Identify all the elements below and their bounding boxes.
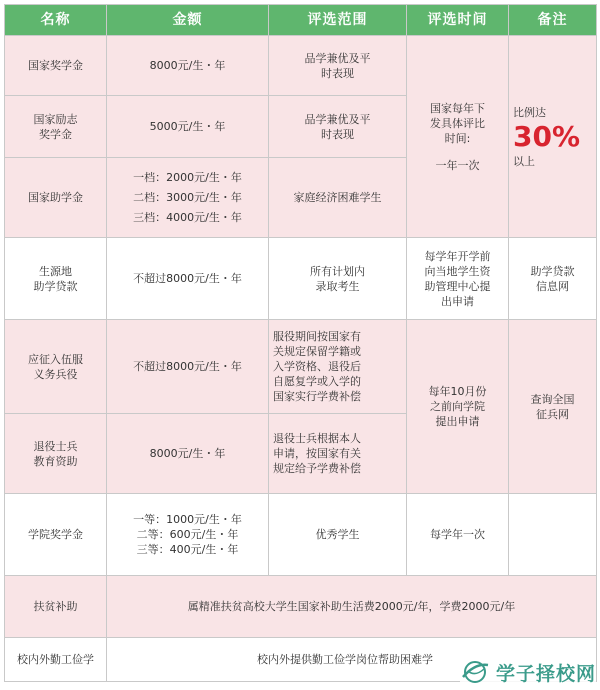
header-amount: 金额 xyxy=(107,5,269,36)
name-line: 生源地 xyxy=(39,264,72,278)
note-line: 助学贷款 xyxy=(530,264,575,278)
cell-merged xyxy=(107,576,597,638)
cell-time-group1 xyxy=(407,36,509,238)
cell-time-group2 xyxy=(407,320,509,494)
header-row xyxy=(5,5,597,36)
note-percent: 30% xyxy=(513,119,581,153)
scope-line: 服役期间按国家有 xyxy=(273,330,361,343)
cell-amount xyxy=(107,494,269,576)
name-line: 应征入伍服 xyxy=(28,352,83,366)
row-merged-text: 校内外提供勤工俭学岗位帮助困难学 xyxy=(257,653,433,666)
time-line: 一年一次 xyxy=(435,158,480,172)
name-line: 奖学金 xyxy=(39,127,72,141)
scope-line: 申请，按国家有关 xyxy=(273,447,361,460)
name-line: 退役士兵 xyxy=(33,439,78,453)
name-line: 教育资助 xyxy=(33,454,78,468)
scope-line: 退役士兵根据本人 xyxy=(273,432,361,445)
note-suffix: 以上 xyxy=(513,154,535,168)
cell-scope xyxy=(269,36,407,96)
cell-name xyxy=(5,494,107,576)
cell-scope xyxy=(269,414,407,494)
cell-amount xyxy=(107,238,269,320)
scope-line: 品学兼优及平 xyxy=(304,112,371,126)
cell-note xyxy=(509,494,597,576)
row-amount: 5000元/生・年 xyxy=(149,120,226,133)
header-name: 名称 xyxy=(5,5,107,36)
time-spacer xyxy=(411,146,504,158)
cell-amount xyxy=(107,158,269,238)
row-name: 校内外勤工俭学 xyxy=(17,653,94,666)
scholarship-table xyxy=(4,4,597,682)
table-row xyxy=(5,36,597,96)
amount-line: 一等：1000元/生・年 xyxy=(133,513,242,526)
name-line: 助学贷款 xyxy=(33,279,78,293)
cell-name xyxy=(5,158,107,238)
time-line: 国家每年下 xyxy=(430,101,485,115)
time-line: 每年10月份 xyxy=(428,385,487,398)
scope-line: 入学资格、退役后 xyxy=(273,360,361,373)
cell-amount xyxy=(107,320,269,414)
note-line: 查询全国 xyxy=(530,392,575,406)
scope-line: 时表现 xyxy=(321,127,354,141)
scope-line: 关规定保留学籍或 xyxy=(273,345,361,358)
header-note: 备注 xyxy=(509,5,597,36)
table-row xyxy=(5,238,597,320)
row-scope: 家庭经济困难学生 xyxy=(293,191,382,204)
amount-line: 一档：2000元/生・年 xyxy=(133,170,242,184)
scope-line: 自愿复学或入学的 xyxy=(273,375,361,388)
cell-name xyxy=(5,414,107,494)
amount-line: 三等：400元/生・年 xyxy=(136,543,239,556)
table-row xyxy=(5,494,597,576)
scope-line: 国家实行学费补偿 xyxy=(273,390,361,403)
cell-amount xyxy=(107,96,269,158)
name-line: 义务兵役 xyxy=(33,367,78,381)
amount-line: 二等：600元/生・年 xyxy=(136,528,239,541)
row-amount: 不超过8000元/生・年 xyxy=(133,272,242,285)
time-line: 助管理中心提 xyxy=(424,279,491,293)
scope-line: 录取考生 xyxy=(315,279,360,293)
row-name: 学院奖学金 xyxy=(28,528,83,541)
cell-amount xyxy=(107,36,269,96)
row-amount: 不超过8000元/生・年 xyxy=(133,360,242,373)
time-line: 发具体评比 xyxy=(430,116,485,130)
header-scope: 评选范围 xyxy=(269,5,407,36)
name-line: 国家励志 xyxy=(33,112,78,126)
row-time: 每学年一次 xyxy=(430,528,485,541)
cell-time xyxy=(407,238,509,320)
globe-swoosh-icon xyxy=(460,657,490,687)
note-prefix: 比例达 xyxy=(513,105,546,119)
table-row xyxy=(5,576,597,638)
cell-scope xyxy=(269,494,407,576)
site-logo xyxy=(460,656,596,688)
scope-line: 所有计划内 xyxy=(310,264,365,278)
row-name: 国家奖学金 xyxy=(28,59,83,72)
note-line: 征兵网 xyxy=(536,407,569,421)
row-name: 国家助学金 xyxy=(28,191,83,204)
table-row xyxy=(5,320,597,414)
cell-scope xyxy=(269,320,407,414)
cell-name xyxy=(5,576,107,638)
cell-name xyxy=(5,36,107,96)
logo-text: 学子择校网 xyxy=(495,662,596,685)
row-name: 扶贫补助 xyxy=(33,600,78,613)
row-scope: 优秀学生 xyxy=(315,528,360,541)
cell-name xyxy=(5,638,107,682)
scope-line: 时表现 xyxy=(321,66,354,80)
cell-scope xyxy=(269,96,407,158)
time-line: 每学年开学前 xyxy=(424,249,491,263)
cell-time xyxy=(407,494,509,576)
cell-amount xyxy=(107,414,269,494)
cell-scope xyxy=(269,238,407,320)
cell-note xyxy=(509,238,597,320)
scope-line: 品学兼优及平 xyxy=(304,51,371,65)
time-line: 之前向学院 xyxy=(430,400,485,413)
time-line: 向当地学生资 xyxy=(424,264,491,278)
amount-line: 二档：3000元/生・年 xyxy=(133,190,242,204)
time-line: 时间: xyxy=(444,131,471,145)
row-merged-text: 属精准扶贫高校大学生国家补助生活费2000元/年，学费2000元/年 xyxy=(187,600,516,613)
cell-note-group2 xyxy=(509,320,597,494)
row-amount: 8000元/生・年 xyxy=(149,59,226,72)
scope-line: 规定给予学费补偿 xyxy=(273,462,361,475)
amount-line: 三档：4000元/生・年 xyxy=(133,210,242,224)
cell-name xyxy=(5,238,107,320)
cell-name xyxy=(5,320,107,414)
cell-note-group1 xyxy=(509,36,597,238)
time-line: 出申请 xyxy=(441,294,474,308)
cell-scope xyxy=(269,158,407,238)
cell-name xyxy=(5,96,107,158)
header-time: 评选时间 xyxy=(407,5,509,36)
note-line: 信息网 xyxy=(536,279,569,293)
time-line: 提出申请 xyxy=(435,415,480,428)
row-amount: 8000元/生・年 xyxy=(149,447,226,460)
